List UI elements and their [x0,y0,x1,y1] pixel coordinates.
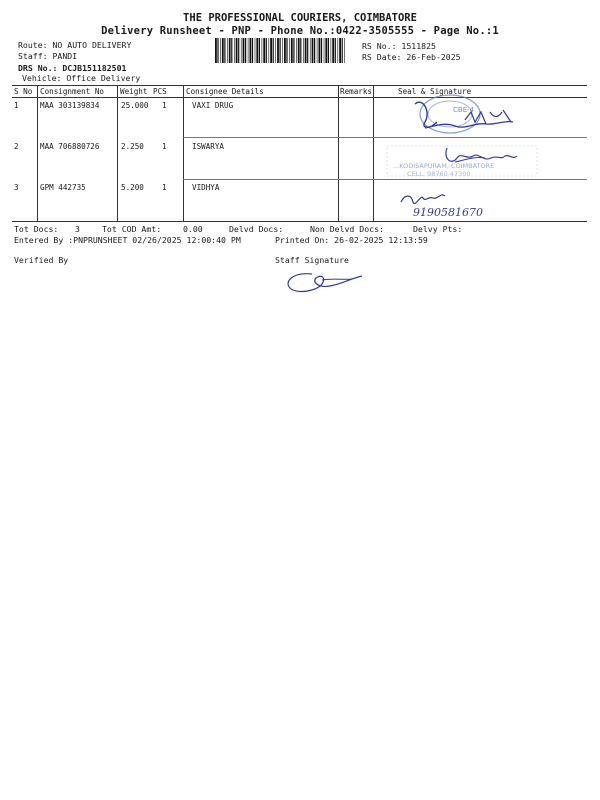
tot-docs-label: Tot Docs: [14,224,59,234]
barcode [215,38,345,63]
tot-docs-value: 3 [75,224,80,234]
row-1-weight: 25.000 [121,101,149,110]
non-delvd-docs-label: Non Delvd Docs: [310,224,384,234]
col-header-sno: S No [14,87,33,96]
svg-text:CELL: 98760 47300: CELL: 98760 47300 [407,170,471,178]
col-header-consignment: Consignment No [40,87,105,96]
printed-on: Printed On: 26-02-2025 12:13:59 [275,235,428,245]
entered-by: Entered By :PNPRUNSHEET 02/26/2025 12:00:40 PM [14,235,241,245]
svg-text:9190581670: 9190581670 [413,206,483,219]
rs-date: RS Date: 26-Feb-2025 [362,52,461,62]
svg-text:CBE-4: CBE-4 [453,106,475,114]
row-3-signature [395,186,545,220]
delvy-pts-label: Delvy Pts: [413,224,463,234]
staff-signature [282,266,372,296]
row-3-consignee: VIDHYA [192,183,220,192]
route-info: Route: NO AUTO DELIVERY [18,40,132,50]
row-3-sno: 3 [14,183,19,192]
row-2-consignment: MAA 706880726 [40,142,100,151]
runsheet-subtitle: Delivery Runsheet - PNP - Phone No.:0422-3505555 - Page No.:1 [101,25,499,37]
staff-signature-label: Staff Signature [275,255,349,265]
col-header-remarks: Remarks [340,87,373,96]
row-2-sno: 2 [14,142,19,151]
row-3-weight: 5.200 [121,183,144,192]
vehicle-info: Vehicle: Office Delivery [22,73,141,83]
row-3-consignment: GPM 442735 [40,183,86,192]
rs-number: RS No.: 1511825 [362,41,436,51]
verified-by-label: Verified By [14,255,69,265]
row-2-pcs: 1 [162,142,167,151]
company-title: THE PROFESSIONAL COURIERS, COIMBATORE [183,12,417,24]
row-1-consignee: VAXI DRUG [192,101,234,110]
col-header-seal-signature: Seal & Signature [398,87,472,96]
row-2-consignee: ISWARYA [192,142,225,151]
col-header-weight: Weight [120,87,148,96]
row-2-seal-stamp [385,140,545,180]
row-2-weight: 2.250 [121,142,144,151]
tot-cod-label: Tot COD Amt: [102,224,162,234]
row-3-pcs: 1 [162,183,167,192]
staff-info: Staff: PANDI [18,51,78,61]
tot-cod-value: 0.00 [183,224,203,234]
row-1-pcs: 1 [162,101,167,110]
delvd-docs-label: Delvd Docs: [229,224,284,234]
row-1-consignment: MAA 303139834 [40,101,100,110]
col-header-pcs: PCS [153,87,167,96]
drs-number: DRS No.: DCJB151182501 [18,63,127,73]
row-1-seal-stamp [395,92,545,137]
row-1-sno: 1 [14,101,19,110]
svg-text:...KODISAPURAM, COIMBATORE: ...KODISAPURAM, COIMBATORE [393,162,495,170]
col-header-consignee: Consignee Details [186,87,264,96]
